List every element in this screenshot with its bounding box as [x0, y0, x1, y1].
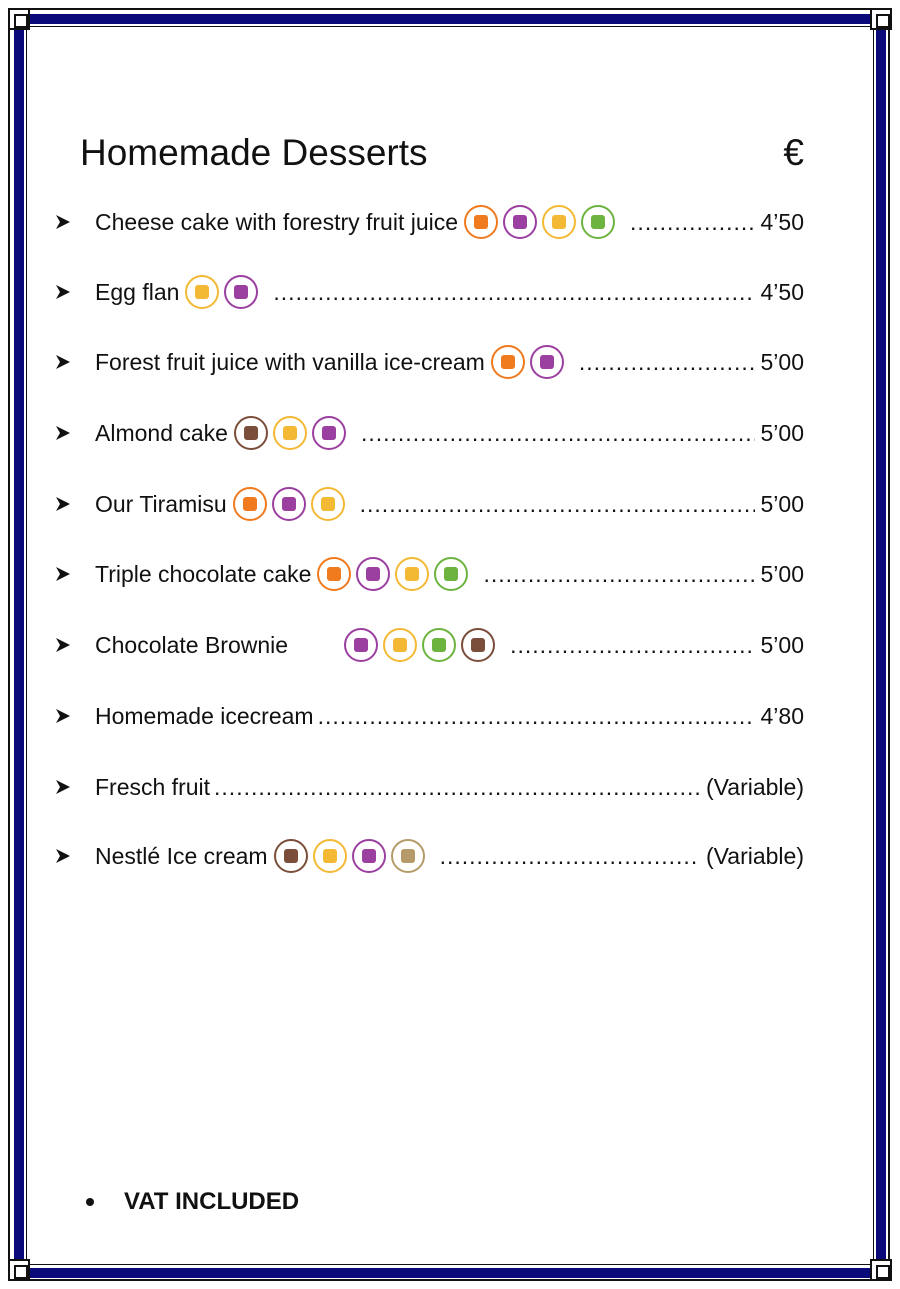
dot-leader: [483, 563, 754, 594]
dot-leader: [579, 351, 755, 382]
menu-item-name: Homemade icecream: [95, 702, 314, 729]
dot-leader: [440, 845, 700, 876]
arrowhead-bullet-icon: [54, 213, 72, 231]
tan-allergen-icon: [391, 839, 425, 873]
menu-item: [54, 413, 804, 453]
menu-item-price: 5’00: [760, 560, 804, 587]
menu-title: Homemade Desserts: [80, 132, 428, 173]
purple-allergen-icon: [224, 275, 258, 309]
dot-leader: [214, 776, 700, 807]
purple-allergen-icon: [352, 839, 386, 873]
arrowhead-bullet-icon: [54, 495, 72, 513]
purple-allergen-icon: [530, 345, 564, 379]
menu-item: [54, 554, 804, 594]
menu-item-name: Cheese cake with forestry fruit juice: [95, 208, 459, 235]
dot-leader: [273, 281, 754, 312]
orange-allergen-icon: [491, 345, 525, 379]
menu-item-name: Forest fruit juice with vanilla ice-cream: [95, 348, 485, 375]
frame-corner-ornament: [8, 8, 30, 30]
brown-allergen-icon: [274, 839, 308, 873]
dot-leader: [510, 634, 754, 665]
menu-item-price: 5’00: [760, 348, 804, 375]
menu-item-name: Almond cake: [95, 419, 228, 446]
menu-item-price: 5’00: [760, 631, 804, 658]
purple-allergen-icon: [356, 557, 390, 591]
menu-item: [54, 202, 804, 242]
menu-item-price: 5’00: [760, 490, 804, 517]
menu-item: [54, 836, 804, 876]
menu-item-price: (Variable): [706, 842, 804, 869]
yellow-allergen-icon: [395, 557, 429, 591]
arrowhead-bullet-icon: [54, 565, 72, 583]
menu-item-price: (Variable): [706, 773, 804, 800]
dot-leader: [361, 422, 755, 453]
yellow-allergen-icon: [273, 416, 307, 450]
yellow-allergen-icon: [311, 487, 345, 521]
orange-allergen-icon: [233, 487, 267, 521]
menu-item-name: Chocolate Brownie: [95, 631, 289, 658]
green-allergen-icon: [434, 557, 468, 591]
menu-item: [54, 767, 804, 807]
purple-allergen-icon: [272, 487, 306, 521]
arrowhead-bullet-icon: [54, 636, 72, 654]
menu-item: [54, 484, 804, 524]
menu-item: [54, 696, 804, 736]
dot-leader: [630, 211, 754, 242]
currency-symbol: €: [783, 132, 804, 173]
orange-allergen-icon: [464, 205, 498, 239]
vat-note-text: VAT INCLUDED: [124, 1188, 300, 1215]
menu-item-name: Nestlé Ice cream: [95, 842, 268, 869]
green-allergen-icon: [422, 628, 456, 662]
allergen-icons: [464, 205, 620, 239]
dot-leader: [360, 493, 755, 524]
vat-note: [86, 1188, 299, 1216]
brown-allergen-icon: [234, 416, 268, 450]
frame-corner-ornament: [870, 8, 892, 30]
allergen-icons: [274, 839, 430, 873]
bullet-dot-icon: [86, 1198, 94, 1206]
brown-allergen-icon: [461, 628, 495, 662]
allergen-icons: [317, 557, 473, 591]
menu-item-price: 4’50: [760, 208, 804, 235]
allergen-icons: [233, 487, 350, 521]
menu-item-price: 4’80: [760, 702, 804, 729]
arrowhead-bullet-icon: [54, 847, 72, 865]
menu-item-name: Our Tiramisu: [95, 490, 227, 517]
menu-item: [54, 342, 804, 382]
arrowhead-bullet-icon: [54, 424, 72, 442]
frame-corner-ornament: [870, 1259, 892, 1281]
frame-corner-ornament: [8, 1259, 30, 1281]
yellow-allergen-icon: [383, 628, 417, 662]
green-allergen-icon: [581, 205, 615, 239]
menu-item-price: 5’00: [760, 419, 804, 446]
yellow-allergen-icon: [185, 275, 219, 309]
yellow-allergen-icon: [542, 205, 576, 239]
arrowhead-bullet-icon: [54, 283, 72, 301]
menu-item-name: Egg flan: [95, 278, 180, 305]
arrowhead-bullet-icon: [54, 353, 72, 371]
allergen-icons: [185, 275, 263, 309]
menu-item-price: 4’50: [760, 278, 804, 305]
arrowhead-bullet-icon: [54, 707, 72, 725]
purple-allergen-icon: [503, 205, 537, 239]
allergen-icons: [234, 416, 351, 450]
yellow-allergen-icon: [313, 839, 347, 873]
orange-allergen-icon: [317, 557, 351, 591]
allergen-icons: [344, 628, 500, 662]
arrowhead-bullet-icon: [54, 778, 72, 796]
menu-item: [54, 625, 804, 665]
allergen-icons: [491, 345, 569, 379]
menu-item-name: Triple chocolate cake: [95, 560, 312, 587]
menu-item: [54, 272, 804, 312]
purple-allergen-icon: [312, 416, 346, 450]
menu-item-name: Fresch fruit: [95, 773, 211, 800]
purple-allergen-icon: [344, 628, 378, 662]
dot-leader: [318, 705, 755, 736]
